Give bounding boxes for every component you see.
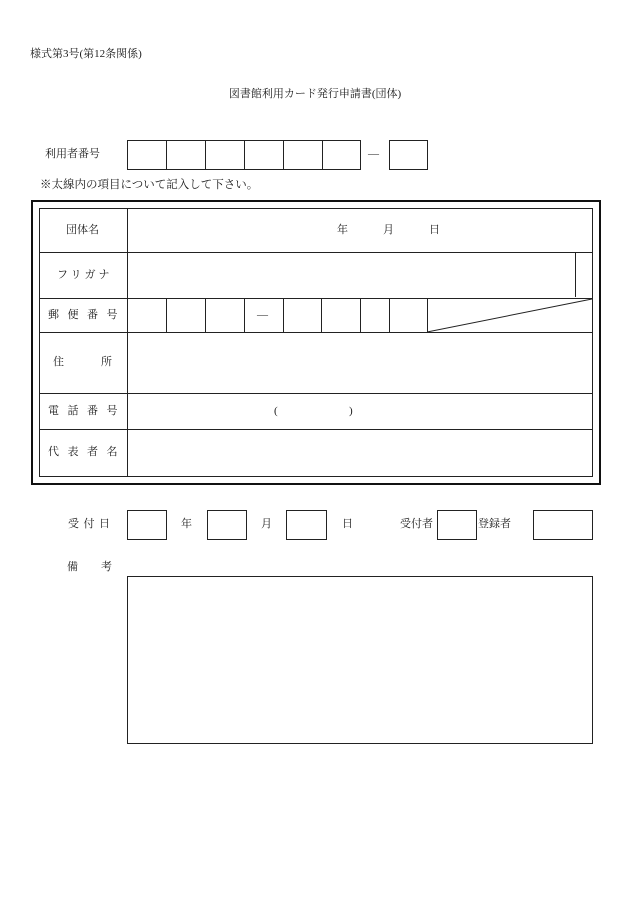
phone-close-paren: )	[349, 405, 353, 417]
form-number: 様式第3号(第12条関係)	[30, 48, 142, 60]
user-number-dash: —	[368, 148, 379, 160]
phone-label: 電話番号	[48, 405, 126, 417]
page-title: 図書館利用カード発行申請書(団体)	[228, 88, 402, 100]
row-divider	[39, 429, 592, 430]
postal-digit-divider	[389, 298, 390, 332]
group-name-label: 団体名	[66, 224, 99, 236]
furigana-label: フリガナ	[57, 269, 113, 281]
reception-month-box	[207, 510, 247, 540]
furigana-side-cell-divider	[575, 253, 576, 297]
group-name-year-label: 年	[337, 224, 348, 236]
postal-digit-divider	[166, 298, 167, 332]
postal-digit-divider	[321, 298, 322, 332]
row-divider	[39, 252, 592, 253]
receiver-label: 受付者	[400, 518, 433, 530]
reception-date-label: 受付日	[68, 518, 115, 530]
postal-digit-divider	[205, 298, 206, 332]
receiver-box	[437, 510, 477, 540]
remarks-label: 備考	[67, 561, 135, 573]
instruction-note: ※太線内の項目について記入して下さい。	[40, 179, 259, 191]
group-name-month-label: 月	[383, 224, 394, 236]
reception-day-label: 日	[342, 518, 353, 530]
row-divider	[39, 393, 592, 394]
reception-month-label: 月	[261, 518, 272, 530]
postal-code-dash: —	[257, 309, 268, 321]
postal-code-diagonal-line	[427, 298, 593, 333]
postal-code-label: 郵便番号	[48, 309, 126, 321]
label-column-divider	[127, 208, 128, 476]
user-number-digit-divider	[283, 140, 284, 170]
user-number-digit-divider	[166, 140, 167, 170]
user-number-digit-divider	[205, 140, 206, 170]
user-number-check-box	[389, 140, 428, 170]
table-outline	[39, 208, 593, 477]
postal-digit-divider	[360, 298, 361, 332]
postal-digit-divider	[283, 298, 284, 332]
address-label: 住所	[53, 356, 149, 368]
postal-digit-divider	[244, 298, 245, 332]
registrar-label: 登録者	[478, 518, 511, 530]
group-name-day-label: 日	[429, 224, 440, 236]
user-number-digit-divider	[322, 140, 323, 170]
reception-day-box	[286, 510, 327, 540]
phone-open-paren: (	[274, 405, 278, 417]
user-number-digit-divider	[244, 140, 245, 170]
registrar-box	[533, 510, 593, 540]
representative-label: 代表者名	[48, 446, 126, 458]
reception-year-box	[127, 510, 167, 540]
remarks-box	[127, 576, 593, 744]
reception-year-label: 年	[181, 518, 192, 530]
user-number-label: 利用者番号	[45, 148, 100, 160]
